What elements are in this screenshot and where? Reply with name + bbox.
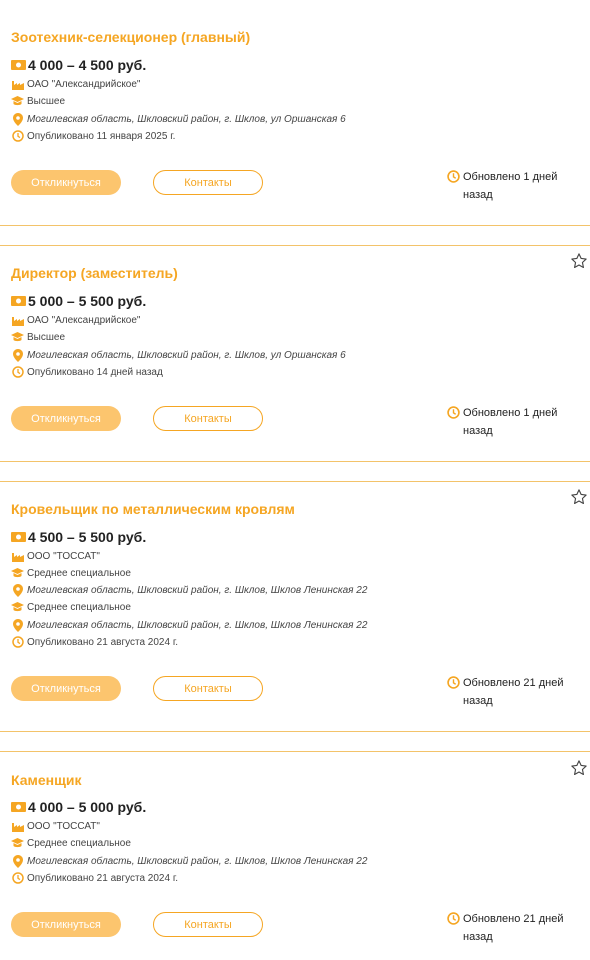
clock-icon (11, 872, 24, 885)
clock-icon (447, 676, 460, 689)
company-name[interactable]: ООО "ТОССАТ" (27, 820, 100, 832)
company-name[interactable]: ОАО "Александрийское" (27, 78, 141, 90)
card-separator (0, 751, 590, 752)
map-pin-icon (11, 584, 24, 597)
map-pin-icon (11, 619, 24, 632)
salary-text: 4 000 – 4 500 руб. (28, 57, 147, 73)
card-separator (0, 225, 590, 226)
address-row (11, 854, 367, 868)
published-text: Опубликовано 14 дней назад (27, 366, 163, 378)
favorite-star-icon[interactable] (570, 488, 588, 506)
map-pin-icon (11, 349, 24, 362)
education-row (11, 836, 131, 850)
clock-icon (11, 636, 24, 649)
address-text: Могилевская область, Шкловский район, г. Шклов, ул Оршанская 6 (27, 113, 346, 125)
education-row (11, 330, 65, 344)
company-name[interactable]: ООО "ТОССАТ" (27, 550, 100, 562)
money-icon (11, 60, 26, 70)
map-pin-icon (11, 855, 24, 868)
education-row (11, 566, 131, 580)
education-row (11, 600, 131, 614)
contacts-button[interactable]: Контакты (153, 676, 263, 701)
education-row (11, 94, 65, 108)
graduation-cap-icon (11, 837, 24, 850)
money-icon (11, 532, 26, 542)
education-text: Среднее специальное (27, 567, 131, 579)
graduation-cap-icon (11, 601, 24, 614)
education-text: Высшее (27, 331, 66, 343)
clock-icon (11, 130, 24, 143)
address-row (11, 618, 367, 632)
clock-icon (447, 170, 460, 183)
vacancy-title[interactable]: Каменщик (11, 772, 82, 788)
company-row (11, 313, 140, 327)
money-icon (11, 802, 26, 812)
card-separator (0, 245, 590, 246)
clock-icon (447, 406, 460, 419)
card-separator (0, 481, 590, 482)
updated-text-2: назад (463, 189, 493, 201)
education-text: Среднее специальное (27, 601, 131, 613)
address-text: Могилевская область, Шкловский район, г. Шклов, Шклов Ленинская 22 (27, 855, 368, 867)
contacts-button[interactable]: Контакты (153, 170, 263, 195)
card-separator (0, 731, 590, 732)
published-row (11, 365, 163, 379)
published-text: Опубликовано 11 января 2025 г. (27, 130, 176, 142)
favorite-star-icon[interactable] (570, 252, 588, 270)
clock-icon (447, 912, 460, 925)
salary (11, 529, 146, 545)
address-text: Могилевская область, Шкловский район, г. Шклов, ул Оршанская 6 (27, 349, 346, 361)
apply-button[interactable]: Откликнуться (11, 406, 121, 431)
published-text: Опубликовано 21 августа 2024 г. (27, 636, 179, 648)
updated-text-2: назад (463, 425, 493, 437)
company-name[interactable]: ОАО "Александрийское" (27, 314, 141, 326)
contacts-button[interactable]: Контакты (153, 912, 263, 937)
company-row (11, 77, 140, 91)
vacancy-title[interactable]: Зоотехник-селекционер (главный) (11, 29, 251, 45)
graduation-cap-icon (11, 567, 24, 580)
education-text: Высшее (27, 95, 66, 107)
education-text: Среднее специальное (27, 837, 131, 849)
published-row (11, 635, 178, 649)
published-row (11, 129, 175, 143)
map-pin-icon (11, 113, 24, 126)
company-row (11, 549, 100, 563)
factory-icon (11, 550, 24, 563)
salary (11, 293, 146, 309)
salary-text: 5 000 – 5 500 руб. (28, 293, 147, 309)
published-text: Опубликовано 21 августа 2024 г. (27, 872, 179, 884)
factory-icon (11, 78, 24, 91)
vacancy-title[interactable]: Кровельщик по металлическим кровлям (11, 501, 295, 517)
updated-text-2: назад (463, 931, 493, 943)
favorite-star-icon[interactable] (570, 759, 588, 777)
apply-button[interactable]: Откликнуться (11, 170, 121, 195)
address-row (11, 583, 367, 597)
updated-text: Обновлено 1 дней (463, 407, 558, 419)
company-row (11, 819, 100, 833)
updated-text: Обновлено 21 дней (463, 913, 564, 925)
card-separator (0, 461, 590, 462)
salary (11, 799, 146, 815)
factory-icon (11, 314, 24, 327)
graduation-cap-icon (11, 331, 24, 344)
clock-icon (11, 366, 24, 379)
graduation-cap-icon (11, 95, 24, 108)
apply-button[interactable]: Откликнуться (11, 912, 121, 937)
address-row (11, 112, 346, 126)
factory-icon (11, 820, 24, 833)
published-row (11, 871, 178, 885)
updated-text-2: назад (463, 695, 493, 707)
address-text: Могилевская область, Шкловский район, г. Шклов, Шклов Ленинская 22 (27, 619, 368, 631)
apply-button[interactable]: Откликнуться (11, 676, 121, 701)
address-row (11, 348, 346, 362)
vacancy-title[interactable]: Директор (заместитель) (11, 265, 178, 281)
updated-text: Обновлено 21 дней (463, 677, 564, 689)
contacts-button[interactable]: Контакты (153, 406, 263, 431)
address-text: Могилевская область, Шкловский район, г. Шклов, Шклов Ленинская 22 (27, 584, 368, 596)
salary (11, 57, 146, 73)
money-icon (11, 296, 26, 306)
updated-text: Обновлено 1 дней (463, 171, 558, 183)
salary-text: 4 500 – 5 500 руб. (28, 529, 147, 545)
salary-text: 4 000 – 5 000 руб. (28, 799, 147, 815)
